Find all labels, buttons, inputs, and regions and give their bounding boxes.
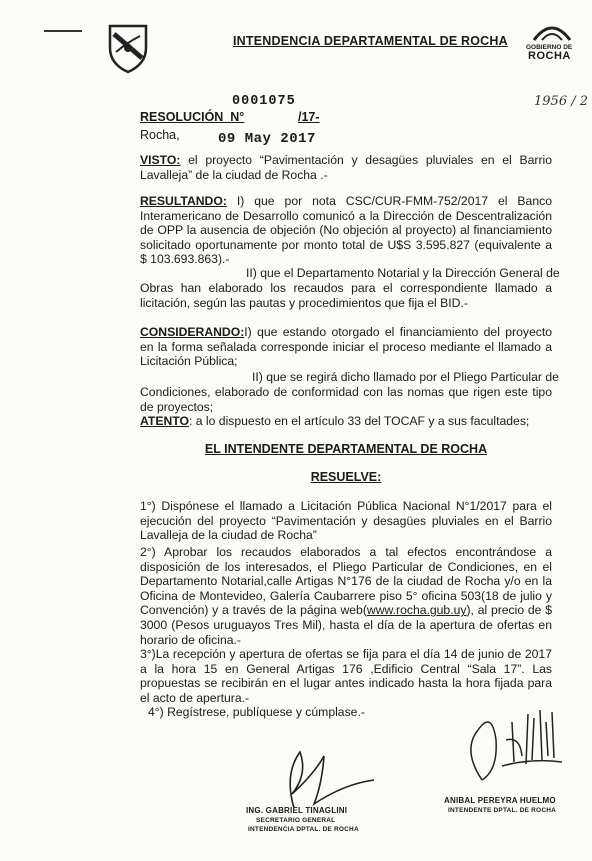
resolution-label: RESOLUCIÓN N° xyxy=(140,110,245,124)
resultando-paragraph-1 xyxy=(140,194,552,267)
considerando-label: CONSIDERANDO: xyxy=(140,325,245,339)
place-label: Rocha, xyxy=(140,128,180,142)
item-2-text-b: ), al precio de $ 3000 (Pesos uruguayos Tres Mil), hasta el día de la apertura de ofertas en horario de oficina.- xyxy=(140,603,552,647)
atento-paragraph xyxy=(140,414,552,429)
considerando-paragraph-1 xyxy=(140,325,552,369)
scan-mark xyxy=(44,30,82,32)
considerando-text-1: I) que estando otorgado el financiamiento del proyecto en la forma señalada corresponde iniciar el proceso mediante el llamado a Licitación Pública; xyxy=(140,325,552,369)
left-signer-role-1: SECRETARIO GENERAL xyxy=(256,817,336,824)
item-2-text-a: 2°) Aprobar los recaudos elaborados a tal efectos encontrándose a disposición de los interesados, el Pliego Particular de Condiciones, en el Departamento Notarial,calle Artigas N°176 de la ciudad de Rocha y/o en la Oficina de Montevideo, Galería Caubarrere piso 5° oficina 503(18 de julio y Convención) y a través de la página web( xyxy=(140,545,552,618)
crest-logo xyxy=(104,22,152,74)
left-signer-name: ING. GABRIEL TINAGLINI xyxy=(246,806,348,815)
visto-text: el proyecto “Pavimentación y desagües pluviales en el Barrio Lavalleja” de la ciudad de Rocha .- xyxy=(140,153,552,182)
left-signer-role-2: INTENDENCIA DPTAL. DE ROCHA xyxy=(248,826,359,833)
margin-handwritten-note: 1956 / 2 xyxy=(534,94,588,109)
resolution-suffix: /17- xyxy=(298,110,320,124)
atento-text: : a lo dispuesto en el artículo 33 del TOCAF y a sus facultades; xyxy=(188,414,530,428)
atento-label: ATENTO xyxy=(140,414,189,428)
considerando-text-2b: Condiciones, elaborado de conformidad con las nomas que rigen este tipo de proyectos; xyxy=(140,385,552,414)
considerando-text-2a: II) que se regirá dicho llamado por el Pliego Particular de xyxy=(252,370,559,384)
resuelve-heading: RESUELVE: xyxy=(310,470,382,484)
item-2 xyxy=(140,545,552,647)
item-4: 4°) Regístrese, publíquese y cúmplase.- xyxy=(148,705,365,719)
resultando-text-2a: II) que el Departamento Notarial y la Dirección General de xyxy=(246,266,560,280)
item-3: 3°)La recepción y apertura de ofertas se fija para el día 14 de junio de 2017 a la hora 15 en General Artigas 176 ,Edificio Central “Sala 17”. Las propuestas se recibirán en el lugar antes indicado hasta la hora fijada para el acto de apertura.- xyxy=(140,647,552,705)
resolution-number-stamp: 0001075 xyxy=(232,94,296,109)
intendente-heading: EL INTENDENTE DEPARTAMENTAL DE ROCHA xyxy=(204,442,488,456)
resultando-label: RESULTANDO: xyxy=(140,194,227,208)
date-stamp: 09 May 2017 xyxy=(218,131,316,147)
resultando-text-2b: Obras han elaborado los recaudos para el correspondiente llamado a licitación, según las pautas y procedimientos que fija el BID.- xyxy=(140,281,552,310)
right-signature-scribble xyxy=(462,700,572,790)
website-link[interactable]: www.rocha.gub.uy xyxy=(366,603,467,618)
gobierno-logo xyxy=(532,22,572,42)
logo-text-bottom: ROCHA xyxy=(528,50,571,62)
resultando-text-1: I) que por nota CSC/CUR-FMM-752/2017 el Banco Interamericano de Desarrollo comunicó a la Dirección de Descentralización de OPP la ausencia de objeción (No objeción al proyecto) al financiamiento solicitado oportunamente por monto total de U$S 3.595.827 (equivalente a $ 103.693.863).- xyxy=(140,194,552,267)
visto-paragraph xyxy=(140,153,552,182)
right-signer-name: ANIBAL PEREYRA HUELMO xyxy=(444,796,556,805)
item-1: 1°) Dispónese el llamado a Licitación Pública Nacional N°1/2017 para el ejecución del proyecto “Pavimentación y desagües pluviales en el Barrio Lavalleja de la ciudad de Rocha” xyxy=(140,499,552,543)
right-signer-role: INTENDENTE DPTAL. DE ROCHA xyxy=(448,807,556,814)
left-signature-scribble xyxy=(264,744,384,814)
visto-label: VISTO: xyxy=(140,153,181,167)
header-title: INTENDENCIA DEPARTAMENTAL DE ROCHA xyxy=(233,34,508,48)
logo-text-top: GOBIERNO DE xyxy=(526,44,573,51)
